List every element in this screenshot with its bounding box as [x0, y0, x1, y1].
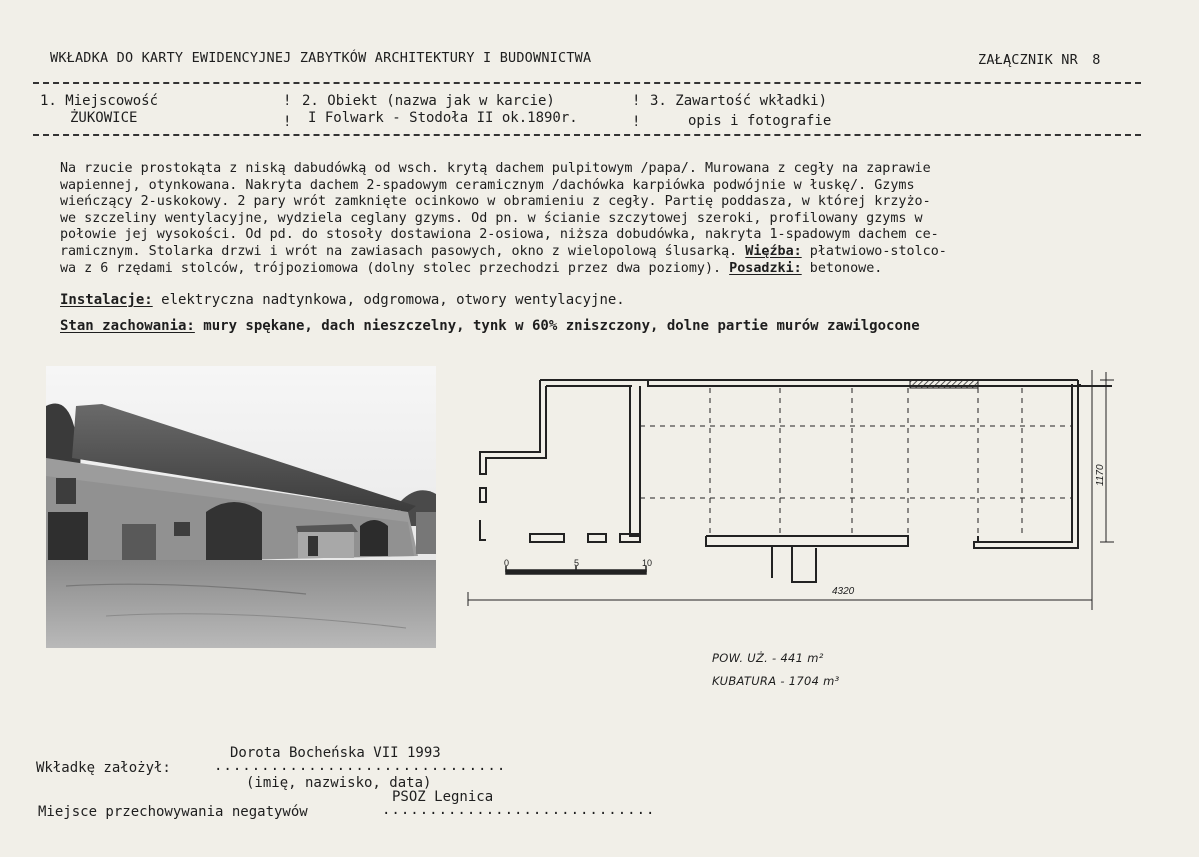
annex-label-text: ZAŁĄCZNIK NR: [978, 52, 1078, 68]
author-value: Dorota Bocheńska VII 1993: [230, 745, 441, 761]
description-line: [60, 261, 1150, 278]
storage-place-value: PSOZ Legnica: [392, 789, 494, 805]
barn-photograph: [46, 366, 436, 648]
volume-note: KUBATURA - 1704 m³: [712, 674, 840, 688]
field-3-label: 3. Zawartość wkładki): [650, 93, 828, 109]
field-1-label: 1. Miejscowość: [40, 93, 159, 109]
usable-area-note: POW. UŻ. - 441 m²: [712, 651, 824, 665]
field-2-value: I Folwark - Stodoła II ok.1890r.: [308, 110, 578, 126]
posadzki-text: betonowe.: [801, 260, 883, 276]
condition-label: Stan zachowania:: [60, 318, 195, 334]
field-separator: !: [632, 114, 641, 130]
field-2-label: 2. Obiekt (nazwa jak w karcie): [302, 93, 555, 109]
description-line: wapiennej, otynkowana. Nakryta dachem 2-spadowym ceramicznym /dachówka karpiówka podwójnie w łuskę/. Gzyms: [60, 177, 915, 193]
field-separator: !: [283, 114, 292, 130]
description-line: wieńczący 2-uskokowy. 2 pary wrót zamknięte ocinkowo w obramieniu z cegły. Partię poddasza, w której krzyżo-: [60, 194, 931, 210]
description-line-text: wa z 6 rzędami stolców, trójpoziomowa (dolny stolec przechodzi przez dwa poziomy).: [60, 260, 722, 276]
negatives-dotted-line: .............................: [382, 802, 656, 818]
author-hint: (imię, nazwisko, data): [246, 775, 432, 791]
author-label: Wkładkę założył:: [36, 760, 171, 776]
annex-label: [978, 52, 1101, 68]
field-3-value: opis i fotografie: [688, 113, 832, 129]
scale-label-5: 5: [574, 558, 580, 568]
divider-top: [33, 82, 1141, 84]
negatives-label: Miejsce przechowywania negatywów: [38, 804, 308, 820]
field-separator: !: [283, 93, 292, 109]
author-dotted-line: ...............................: [214, 758, 507, 774]
floor-plan: [462, 360, 1162, 620]
field-1-value: ŻUKOWICE: [70, 110, 138, 126]
scale-label-0: 0: [504, 558, 510, 568]
description-line: połowie jej wysokości. Od pd. do stosoły dostawiona 2-osiowa, niższa dobudówka, nakryta 1-spadowym dachem ce-: [60, 227, 939, 243]
description-line: Na rzucie prostokąta z niską dabudówką od wsch. krytą dachem pulpitowym /papa/. Murowana z cegły na zaprawie: [60, 161, 931, 176]
annex-number: 8: [1092, 52, 1101, 68]
divider-fields: [33, 134, 1141, 136]
posadzki-label: Posadzki:: [729, 260, 802, 276]
field-separator: !: [632, 93, 641, 109]
wiezba-label: Więźba:: [745, 243, 802, 259]
wiezba-text: płatwiowo-stolco-: [801, 243, 947, 259]
dimension-length: 4320: [832, 586, 855, 597]
installations-label: Instalacje:: [60, 292, 153, 308]
description-line: we szczeliny wentylacyjne, wydziela ceglany gzyms. Od pn. w ścianie szczytowej szeroki, profilowany gzyms w: [60, 210, 923, 226]
description: [60, 161, 1150, 277]
condition: [60, 318, 920, 334]
description-line-text: ramicznym. Stolarka drzwi i wrót na zawiasach pasowych, okno z wielopolową ślusarką.: [60, 243, 738, 259]
dimension-width: 1170: [1095, 464, 1106, 486]
condition-text: mury spękane, dach nieszczelny, tynk w 60% zniszczony, dolne partie murów zawilgocone: [194, 318, 920, 334]
scale-label-10: 10: [642, 558, 653, 568]
installations: [60, 292, 625, 308]
installations-text: elektryczna nadtynkowa, odgromowa, otwory wentylacyjne.: [152, 292, 625, 308]
form-title: WKŁADKA DO KARTY EWIDENCYJNEJ ZABYTKÓW ARCHITEKTURY I BUDOWNICTWA: [50, 50, 592, 66]
description-line: [60, 244, 1150, 261]
